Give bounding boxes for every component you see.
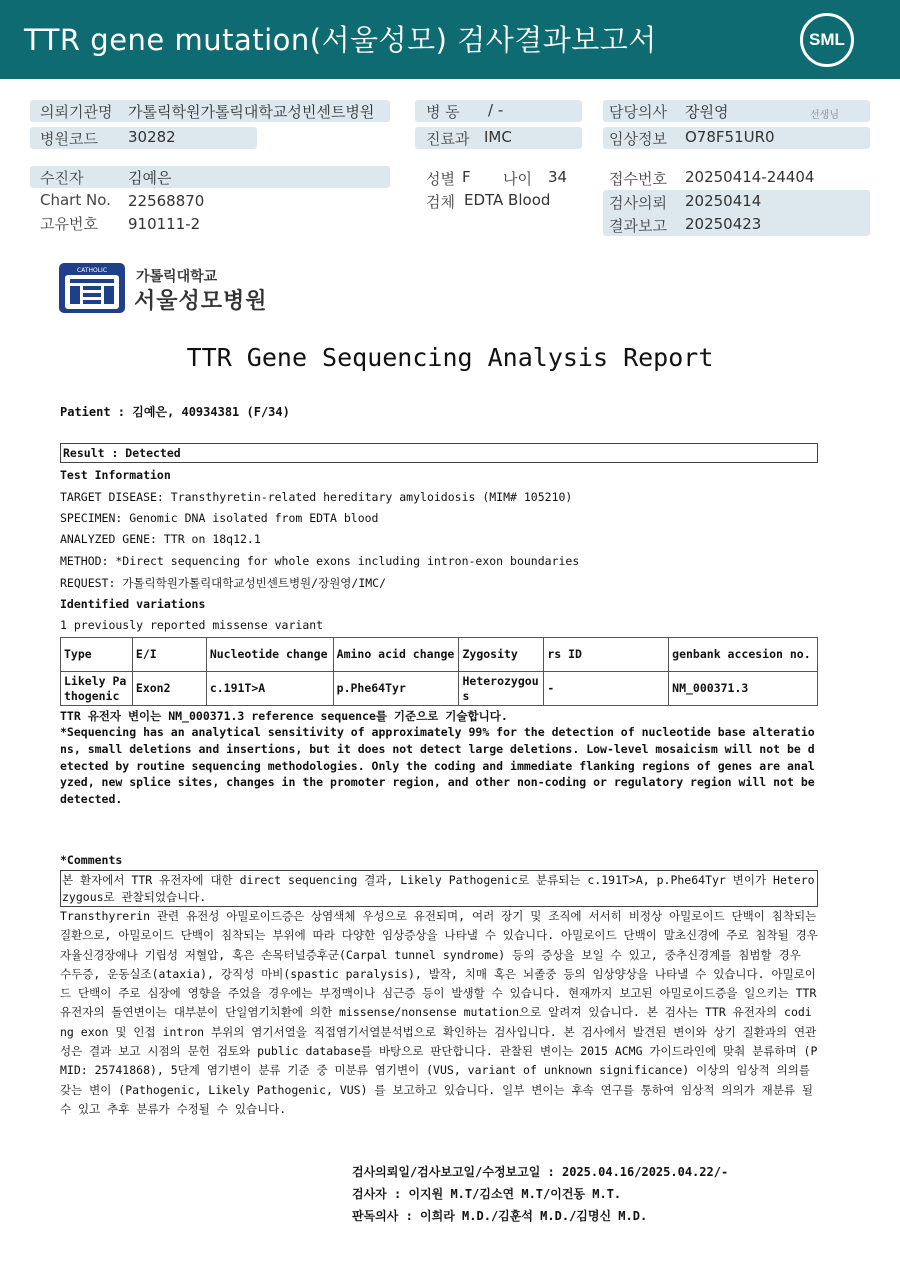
sml-logo: SML [800,13,854,67]
variant-count: 1 previously reported missense variant [60,618,324,632]
dept-label: 진료과 [426,130,470,148]
doctor-label: 담당의사 [609,103,667,121]
patient-label: 수진자 [40,169,84,187]
receipt-label: 접수번호 [609,170,667,188]
identified-heading: Identified variations [60,597,206,611]
clinical-value: O78F51UR0 [685,128,775,146]
analyzed-gene: ANALYZED GENE: TTR on 18q12.1 [60,532,261,546]
info-band [30,166,390,188]
seal-text: CATHOLIC [76,267,108,274]
chart-label: Chart No. [40,191,111,209]
table-header-cell: E/I [132,638,206,672]
sensitivity-note: *Sequencing has an analytical sensitivity of approximately 99% for the detection of nucleotide base alterations, small deletions and insertions, but it does not detect large deletions. Low-level mosaicism will not be detected by routine sequencing methodologies. Only the coding and immediate flanking regions of genes are analyzed, new splice sites, changes in the promoter region, and other non-coding or regulatory region will not be detected. [60,725,815,807]
hospital-seal-icon [58,262,126,314]
table-header-cell: Nucleotide change [206,638,333,672]
table-cell: Likely Pathogenic [61,672,133,706]
dates-line: 검사의뢰일/검사보고일/수정보고일 : 2025.04.16/2025.04.22/- [352,1165,729,1179]
comment-body: Transthyrerin 관련 유전성 아밀로이드증은 상염색체 우성으로 유전되며, 여러 장기 및 조직에 서서히 비정상 아밀로이드 단백이 침착되는 질환으로, 아밀로이드 단백이 침착되는 부위에 따라 다양한 임상증상을 나타낼 수 있습니다. 아밀로이드 단백이 말초신경에 주로 침착될 경우 자율신경장애나 기립성 저혈압, 혹은 손목터널증후군(Carpal tunnel syndrome) 등의 증상을 보일 수 있고, 중추신경계를 침범할 경우 수두증, 운동실조(ataxia), 강직성 마비(spastic paralysis), 발작, 치매 혹은 뇌졸중 등의 임상양상을 나타낼 수 있습니다. 아밀로이드 단백이 주로 심장에 영향을 주었을 경우에는 부정맥이나 심근증 등이 발생할 수 있습니다. 현재까지 보고된 아밀로이드증을 일으키는 TTR 유전자의 돌연변이는 대부분이 단일염기치환에 의한 missense/nonsense mutation으로 알려져 있습니다. 본 검사는 TTR 유전자의 coding exon 및 인접 intron 부위의 염기서열을 직접염기서열분석법으로 확인하는 검사입니다. 본 검사에서 발견된 변이와 상기 질환과의 연관성은 결과 보고 시점의 문헌 검토와 public database를 바탕으로 판단합니다. 관찰된 변이는 2015 ACMG 가이드라인에 맞춰 분류하며 (PMID: 25741868), 5단계 염기변이 분류 기준 중 미분류 염기변이 (VUS, variant of unknown significance) 이상의 임상적 의의를 갖는 변이 (Pathogenic, Likely Pathogenic, VUS) 를 보고하고 있습니다. 일부 변이는 후속 연구를 통하여 임상적 의의가 재분류 될 수 있고 추후 분류가 수정될 수 있습니다. [60,909,818,1116]
age-value: 34 [548,168,568,186]
table-cell: p.Phe64Tyr [333,672,459,706]
uid-value: 910111-2 [128,215,201,233]
uid-label: 고유번호 [40,215,98,233]
hospital-code-value: 30282 [128,128,176,146]
sex-value: F [462,168,471,186]
method-line: METHOD: *Direct sequencing for whole exons including intron-exon boundaries [60,554,580,568]
age-label: 나이 [503,170,532,188]
table-cell: Heterozygous [459,672,544,706]
target-disease: TARGET DISEASE: Transthyretin-related hereditary amyloidosis (MIM# 105210) [60,490,573,504]
page-title: TTR gene mutation(서울성모) 검사결과보고서 [24,23,657,57]
request-date-value: 20250414 [685,192,762,210]
result-text: Result : Detected [63,446,181,460]
request-line: REQUEST: 가톨릭학원가톨릭대학교성빈센트병원/장원영/IMC/ [60,576,387,590]
receipt-value: 20250414-24404 [685,168,815,186]
specimen-value: EDTA Blood [464,191,551,209]
patient-line: Patient : 김예은, 40934381 (F/34) [60,405,290,419]
dept-value: IMC [484,128,512,146]
sex-label: 성별 [426,170,455,188]
institution-value: 가톨릭학원가톨릭대학교성빈센트병원 [128,103,375,121]
table-header-cell: Type [61,638,133,672]
comments-heading: *Comments [60,853,123,867]
table-cell: NM_000371.3 [669,672,818,706]
ward-label: 병 동 [426,103,460,121]
header-bar [0,0,900,79]
reference-note: TTR 유전자 변이는 NM_000371.3 reference sequence를 기준으로 기술합니다. [60,709,508,723]
test-info-heading: Test Information [60,468,171,482]
hospital-name-small: 가톨릭대학교 [136,269,218,285]
table-header-cell: Zygosity [459,638,544,672]
institution-label: 의뢰기관명 [40,103,113,121]
doctor-suffix: 선생님 [810,110,839,121]
comment-box-text: 본 환자에서 TTR 유전자에 대한 direct sequencing 결과, Likely Pathogenic로 분류되는 c.191T>A, p.Phe64Tyr 변이가 Heterozygous로 관찰되었습니다. [62,873,815,904]
chart-value: 22568870 [128,192,205,210]
ward-value: / - [488,101,504,119]
patient-value: 김예은 [128,169,172,187]
examiner-line: 검사자 : 이지원 M.T/김소연 M.T/이건동 M.T. [352,1187,622,1201]
table-header-cell: rs ID [544,638,669,672]
specimen-label: 검체 [426,193,455,211]
table-cell: c.191T>A [206,672,333,706]
table-cell: Exon2 [132,672,206,706]
request-label: 검사의뢰 [609,194,667,212]
table-header-row [61,638,818,672]
table-header-cell: genbank accesion no. [669,638,818,672]
hospital-name-big: 서울성모병원 [134,289,268,314]
clinical-label: 임상정보 [609,130,667,148]
specimen-line: SPECIMEN: Genomic DNA isolated from EDTA blood [60,511,379,525]
table-header-cell: Amino acid change [333,638,459,672]
result-label: 결과보고 [609,217,667,235]
table-cell: - [544,672,669,706]
reader-line: 판독의사 : 이희라 M.D./김훈석 M.D./김명신 M.D. [352,1209,648,1223]
variant-table [60,637,818,706]
doctor-value: 장원영 [685,103,729,121]
hospital-code-label: 병원코드 [40,130,98,148]
table-row [61,672,818,706]
result-date-value: 20250423 [685,215,762,233]
report-title: TTR Gene Sequencing Analysis Report [186,343,714,372]
